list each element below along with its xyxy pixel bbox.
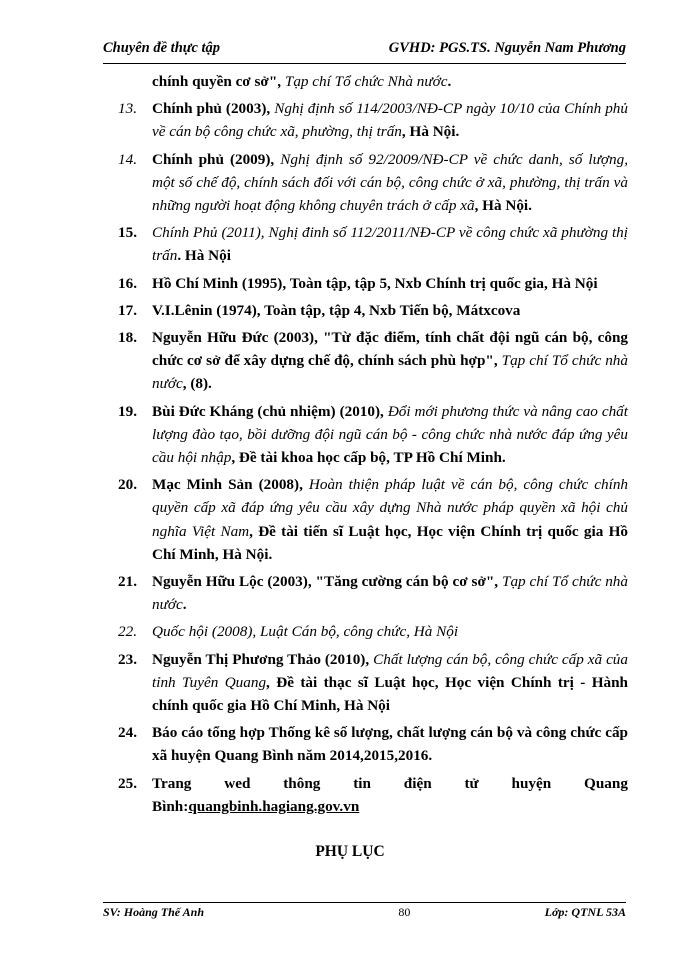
reference-item-18: 18. Nguyễn Hữu Đức (2003), "Từ đặc điểm, tính chất đội ngũ cán bộ, công chức cơ sở để xây dựng chế độ, chính sách phù hợp", Tạp chí Tổ chức nhà nước, (8). (118, 326, 628, 396)
reference-number: 22. (118, 623, 137, 641)
page-header (103, 40, 626, 57)
header-supervisor: GVHD: PGS.TS. Nguyễn Nam Phương (388, 40, 626, 56)
reference-item-13: 13. Chính phủ (2003), Nghị định số 114/2003/NĐ-CP ngày 10/10 của Chính phủ về cán bộ công chức xã, phường, thị trấn, Hà Nội. (118, 97, 628, 143)
reference-number: 16. (118, 274, 137, 292)
reference-number: 24. (118, 724, 137, 742)
reference-item-17: 17. V.I.Lênin (1974), Toàn tập, tập 4, Nxb Tiến bộ, Mátxcova (118, 299, 628, 322)
reference-number: 20. (118, 476, 137, 494)
reference-item-24: 24. Báo cáo tổng hợp Thống kê số lượng, chất lượng cán bộ và công chức cấp xã huyện Quang Bình năm 2014,2015,2016. (118, 721, 628, 767)
footer-class: Lớp: QTNL 53A (544, 905, 626, 919)
reference-item-20: 20. Mạc Minh Sản (2008), Hoàn thiện pháp luật về cán bộ, công chức chính quyền cấp xã đáp ứng yêu cầu xây dựng Nhà nước pháp quyền xã hội chủ nghĩa Việt Nam, Đề tài tiến sĩ Luật học, Học viện Chính trị quốc gia Hồ Chí Minh, Hà Nội. (118, 473, 628, 566)
website-link[interactable]: quangbinh.hagiang.gov.vn (188, 797, 360, 815)
reference-number: 14. (118, 150, 137, 168)
reference-number: 17. (118, 301, 137, 319)
reference-item-14: 14. Chính phủ (2009), Nghị định số 92/2009/NĐ-CP về chức danh, số lượng, một số chế độ, chính sách đối với cán bộ, công chức ở xã, phường, thị trấn và những người hoạt động không chuyên trách ở cấp xã, Hà Nội. (118, 148, 628, 218)
reference-item-16: 16. Hồ Chí Minh (1995), Toàn tập, tập 5, Nxb Chính trị quốc gia, Hà Nội (118, 272, 628, 295)
footer-rule (103, 902, 626, 903)
reference-item-23: 23. Nguyễn Thị Phương Thảo (2010), Chất lượng cán bộ, công chức cấp xã của tỉnh Tuyên Quang, Đề tài thạc sĩ Luật học, Học viện Chính trị - Hành chính quốc gia Hồ Chí Minh, Hà Nội (118, 648, 628, 718)
reference-item-19: 19. Bùi Đức Kháng (chủ nhiệm) (2010), Đổi mới phương thức và nâng cao chất lượng đào tạo, bồi dưỡng đội ngũ cán bộ - công chức nhà nước đáp ứng yêu cầu hội nhập, Đề tài khoa học cấp bộ, TP Hồ Chí Minh. (118, 400, 628, 470)
reference-number: 19. (118, 402, 137, 420)
reference-item-25: 25. Trang wed thông tin điện tử huyện Quang Bình:quangbinh.hagiang.gov.vn (118, 772, 628, 818)
page-footer (103, 905, 626, 920)
reference-continuation: chính quyền cơ sở", Tạp chí Tổ chức Nhà nước. (152, 73, 452, 90)
reference-list (118, 70, 628, 822)
reference-item-15: 15. Chính Phủ (2011), Nghị đinh số 112/2011/NĐ-CP về công chức xã phường thị trấn. Hà Nội (118, 221, 628, 267)
reference-item-22: 22. Quốc hội (2008), Luật Cán bộ, công chức, Hà Nội (118, 620, 628, 643)
header-topic: Chuyên đề thực tập (103, 40, 221, 56)
footer-student: SV: Hoàng Thế Anh (103, 905, 205, 919)
header-rule (103, 63, 626, 64)
reference-number: 21. (118, 573, 137, 591)
reference-number: 15. (118, 224, 137, 242)
reference-number: 23. (118, 650, 137, 668)
reference-number: 18. (118, 329, 137, 347)
reference-number: 25. (118, 774, 137, 792)
reference-number: 13. (118, 100, 137, 118)
page-number: 80 (398, 905, 411, 919)
reference-item-21: 21. Nguyễn Hữu Lộc (2003), "Tăng cường cán bộ cơ sở", Tạp chí Tổ chức nhà nước. (118, 570, 628, 616)
appendix-heading: PHỤ LỤC (315, 843, 385, 860)
